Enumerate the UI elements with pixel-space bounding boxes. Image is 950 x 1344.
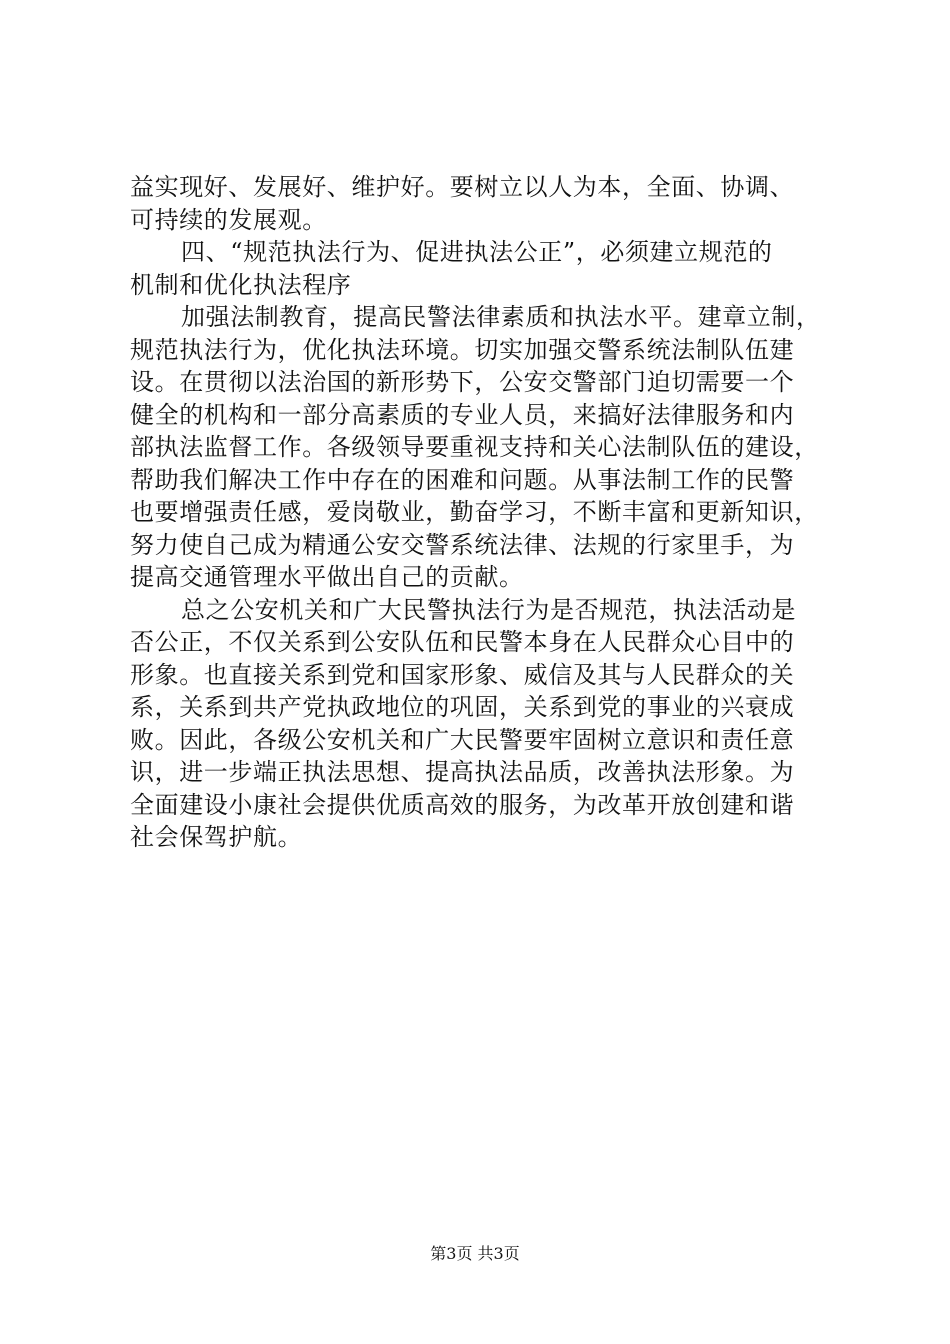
text-line: 健全的机构和一部分高素质的专业人员，来搞好法律服务和内 [130,400,795,429]
text-line: 帮助我们解决工作中存在的困难和问题。从事法制工作的民警 [130,465,795,494]
text-line: 益实现好、发展好、维护好。要树立以人为本，全面、协调、 [130,173,795,201]
text-line: 系，关系到共产党执政地位的巩固，关系到党的事业的兴衰成 [130,693,795,721]
text-line: 设。在贯彻以法治国的新形势下，公安交警部门迫切需要一个 [130,368,795,396]
text-line: 全面建设小康社会提供优质高效的服务，为改革开放创建和谐 [130,790,795,819]
paragraph-start-line: 总之公安机关和广大民警执法行为是否规范，执法活动是 [181,595,796,624]
text-line: 败。因此，各级公安机关和广大民警要牢固树立意识和责任意 [130,725,795,754]
text-line: 否公正，不仅关系到公安队伍和民警本身在人民群众心目中的 [130,628,795,656]
text-line: 识，进一步端正执法思想、提高执法品质，改善执法形象。为 [130,758,795,786]
text-line: 社会保驾护航。 [130,823,303,851]
text-line: 部执法监督工作。各级领导要重视支持和关心法制队伍的建设， [130,433,819,461]
text-line: 也要增强责任感，爱岗敬业，勤奋学习，不断丰富和更新知识， [130,498,819,526]
paragraph-start-line: 加强法制教育，提高民警法律素质和执法水平。建章立制， [181,303,821,331]
page-number-footer: 第3页 共3页 [430,1244,520,1263]
text-line: 形象。也直接关系到党和国家形象、威信及其与人民群众的关 [130,660,795,689]
body-text [130,171,835,854]
text-line: 可持续的发展观。 [130,205,327,234]
section-heading-line: 机制和优化执法程序 [130,270,352,299]
section-heading-line: 四、“规范执法行为、促进执法公正”，必须建立规范的 [181,238,773,266]
text-line: 规范执法行为，优化执法环境。切实加强交警系统法制队伍建 [130,335,795,364]
text-line: 提高交通管理水平做出自己的贡献。 [130,563,524,591]
text-line: 努力使自己成为精通公安交警系统法律、法规的行家里手，为 [130,530,795,559]
